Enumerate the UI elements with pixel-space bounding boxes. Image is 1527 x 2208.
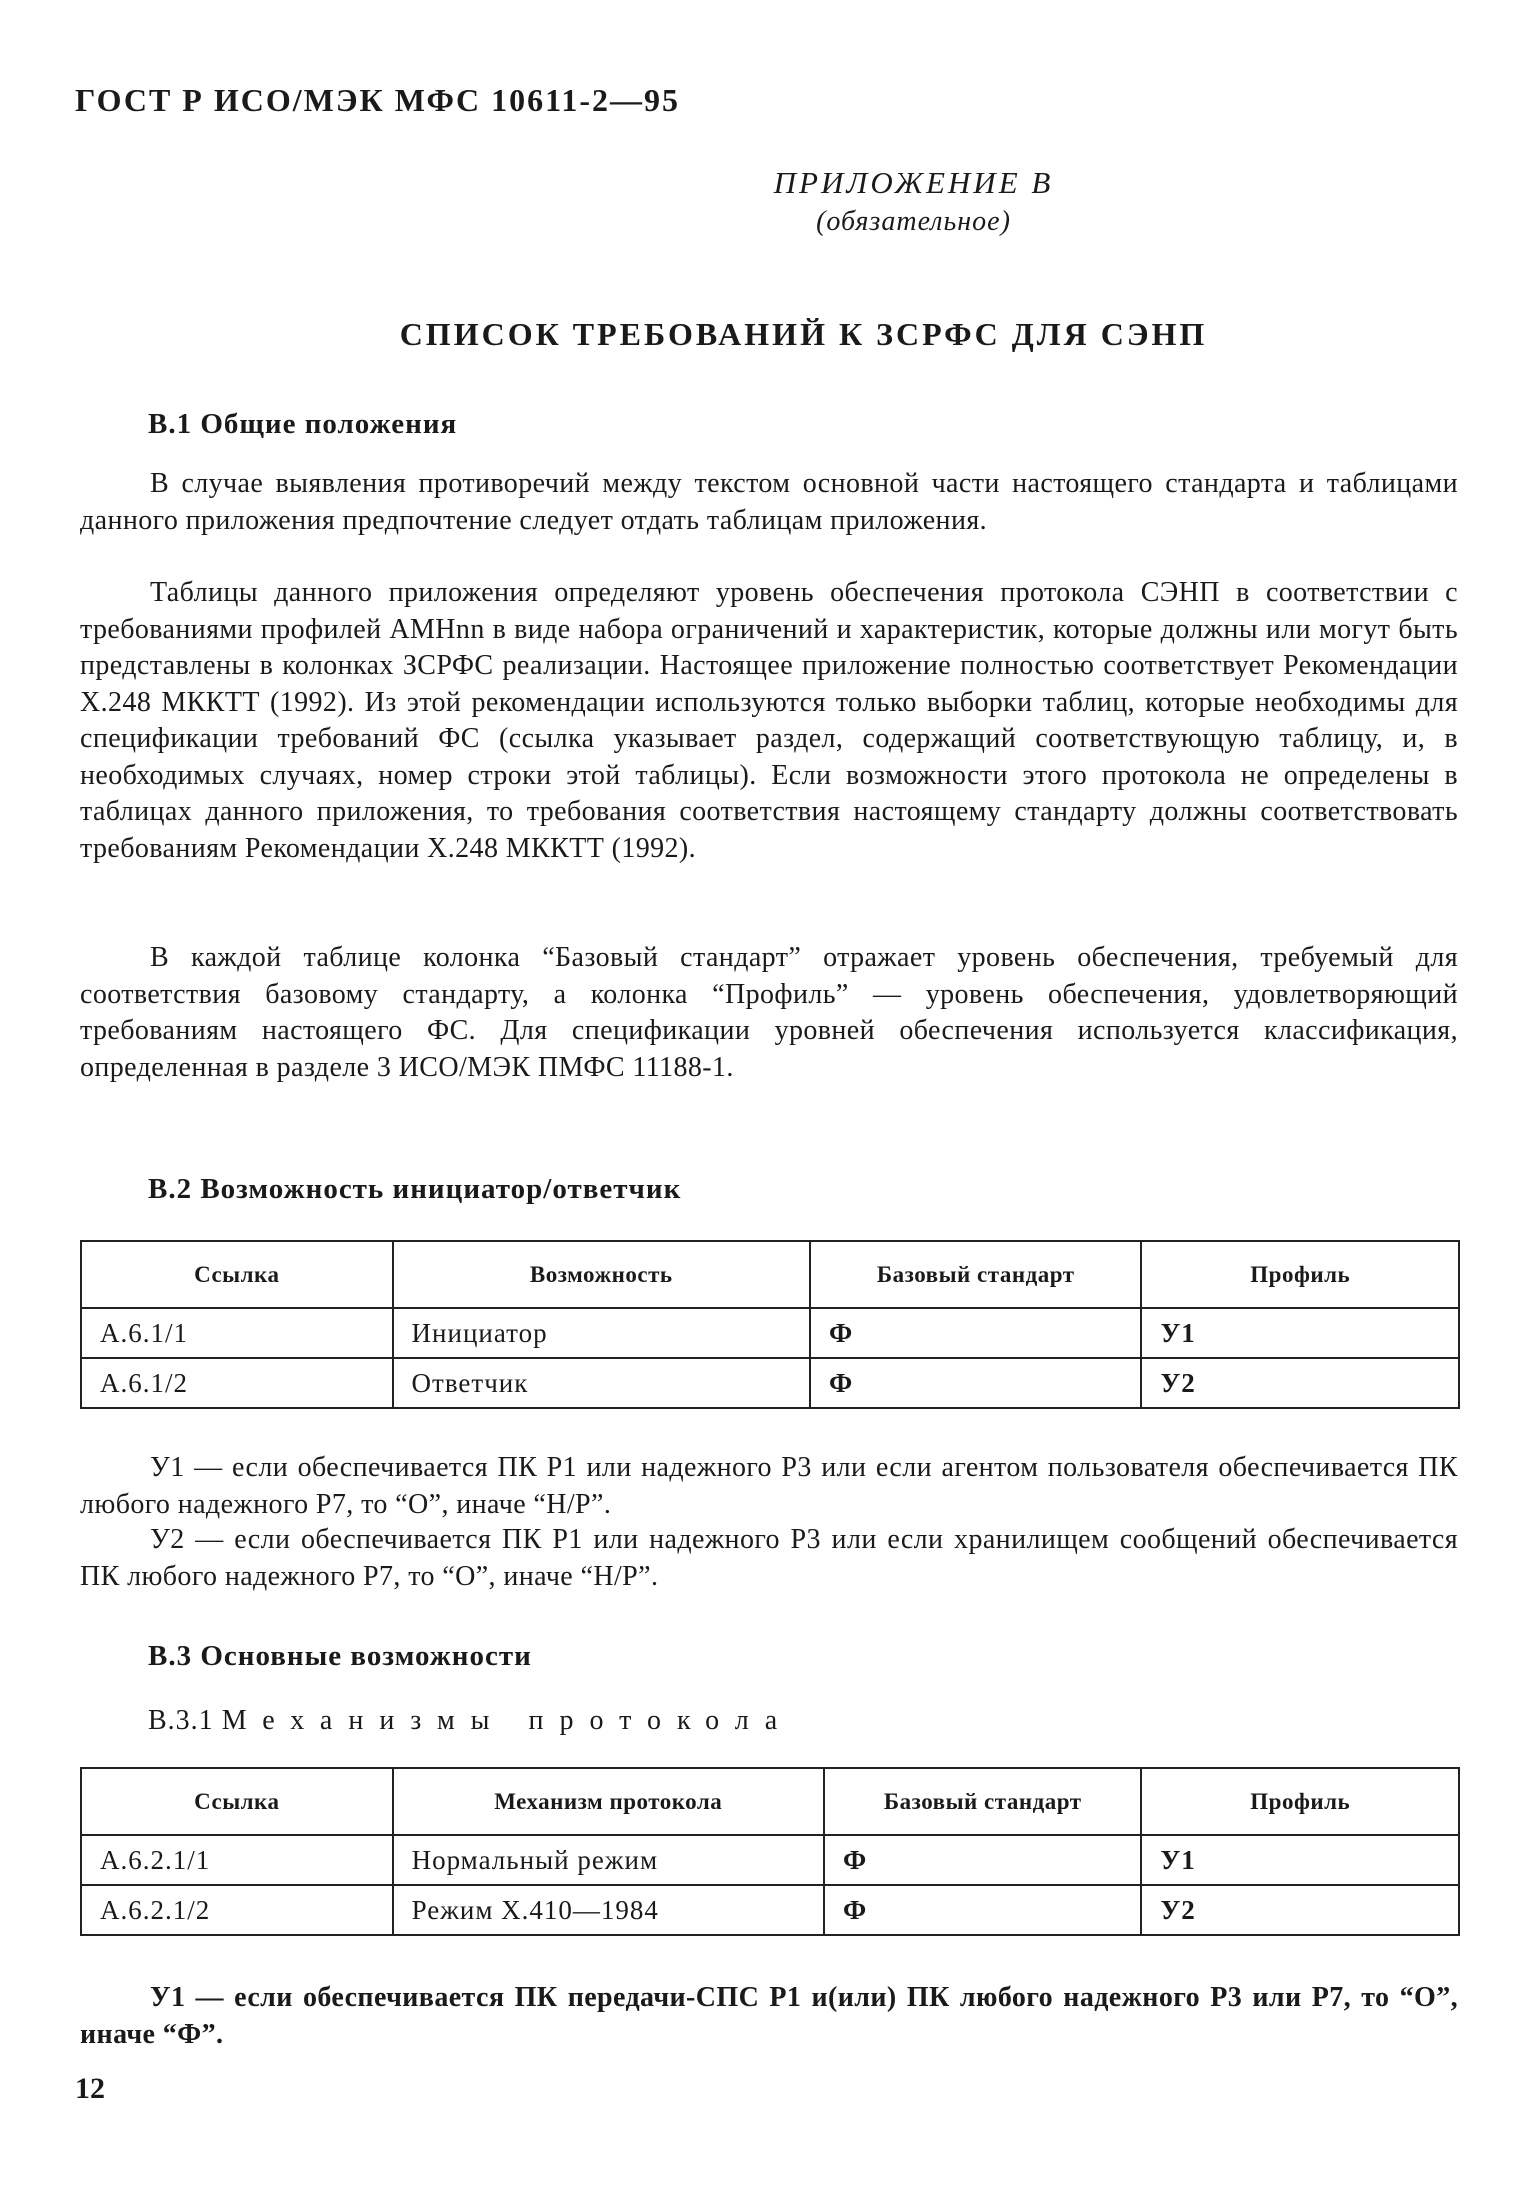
table-protocol-mechanisms: [80, 1767, 1460, 1936]
note-b2-u1: У1 — если обеспечивается ПК Р1 или надежного Р3 или если агентом пользователя обеспечивается ПК любого надежного Р7, то “О”, иначе “Н/Р”.: [80, 1452, 1458, 1520]
cell-capability: Ответчик: [393, 1358, 810, 1408]
section-heading-b2: В.2 Возможность инициатор/ответчик: [148, 1173, 682, 1205]
note-b3-u1: У1 — если обеспечивается ПК передачи-СПС Р1 и(или) ПК любого надежного Р3 или Р7, то “О”, иначе “Ф”.: [80, 1982, 1458, 2050]
paragraph-b1-2: Таблицы данного приложения определяют уровень обеспечения протокола СЭНП в соответствии с требованиями профилей AMHnn в виде набора ограничений и характеристик, которые должны или могут быть представлены в колонках ЗСРФС реализации. Настоящее приложение полностью соответствует Рекомендации X.248 МККТТ (1992). Из этой рекомендации используются только выборки таблиц, которые необходимы для спецификации требований ФС (ссылка указывает раздел, содержащий соответствующую таблицу, и, в необходимых случаях, номер строки этой таблицы). Если возможности этого протокола не определены в таблицах данного приложения, то требования соответствия настоящему стандарту должны соответствовать требованиям Рекомендации X.248 МККТТ (1992).: [80, 577, 1458, 864]
cell-mechanism: Нормальный режим: [393, 1835, 824, 1885]
cell-base-standard: Ф: [810, 1358, 1141, 1408]
table-header-row: [81, 1768, 1459, 1835]
cell-reference: A.6.1/2: [81, 1358, 393, 1408]
section-heading-b3: В.3 Основные возможности: [148, 1640, 532, 1672]
cell-base-standard: Ф: [824, 1835, 1141, 1885]
column-header-reference: Ссылка: [81, 1241, 393, 1308]
appendix-title: ПРИЛОЖЕНИЕ В: [773, 165, 1054, 200]
cell-reference: A.6.2.1/2: [81, 1885, 393, 1935]
document-code-header: ГОСТ Р ИСО/МЭК МФС 10611-2—95: [75, 82, 680, 118]
table-row: [81, 1358, 1459, 1408]
column-header-base-standard: Базовый стандарт: [824, 1768, 1141, 1835]
table-initiator-responder: [80, 1240, 1460, 1409]
cell-profile: У1: [1141, 1308, 1459, 1358]
cell-capability: Инициатор: [393, 1308, 810, 1358]
column-header-reference: Ссылка: [81, 1768, 393, 1835]
section-heading-b1: В.1 Общие положения: [148, 408, 458, 440]
cell-profile: У1: [1141, 1835, 1459, 1885]
subsection-title: Механизмы протокола: [221, 1705, 794, 1736]
cell-mechanism: Режим X.410—1984: [393, 1885, 824, 1935]
column-header-capability: Возможность: [393, 1241, 810, 1308]
paragraph-b1-3: В каждой таблице колонка “Базовый стандарт” отражает уровень обеспечения, требуемый для соответствия базовому стандарту, а колонка “Профиль” — уровень обеспечения, удовлетворяющий требованиям настоящего ФС. Для спецификации уровней обеспечения используется классификация, определенная в разделе 3 ИСО/МЭК ПМФС 11188-1.: [80, 942, 1458, 1083]
appendix-note: (обязательное): [816, 206, 1011, 237]
cell-base-standard: Ф: [810, 1308, 1141, 1358]
column-header-profile: Профиль: [1141, 1241, 1459, 1308]
table-row: [81, 1885, 1459, 1935]
column-header-profile: Профиль: [1141, 1768, 1459, 1835]
cell-base-standard: Ф: [824, 1885, 1141, 1935]
table-header-row: [81, 1241, 1459, 1308]
document-title: СПИСОК ТРЕБОВАНИЙ К ЗСРФС ДЛЯ СЭНП: [399, 316, 1208, 352]
paragraph-b1-1: В случае выявления противоречий между текстом основной части настоящего стандарта и таблицами данного приложения предпочтение следует отдать таблицам приложения.: [80, 468, 1458, 536]
subsection-number: В.3.1: [148, 1705, 214, 1736]
cell-profile: У2: [1141, 1885, 1459, 1935]
cell-profile: У2: [1141, 1358, 1459, 1408]
subsection-heading-b3-1: [148, 1705, 793, 1737]
column-header-mechanism: Механизм протокола: [393, 1768, 824, 1835]
cell-reference: A.6.1/1: [81, 1308, 393, 1358]
table-row: [81, 1835, 1459, 1885]
table-row: [81, 1308, 1459, 1358]
cell-reference: A.6.2.1/1: [81, 1835, 393, 1885]
page-number: 12: [75, 2072, 105, 2105]
note-b2-u2: У2 — если обеспечивается ПК Р1 или надежного Р3 или если хранилищем сообщений обеспечивается ПК любого надежного Р7, то “О”, иначе “Н/Р”.: [80, 1524, 1458, 1592]
column-header-base-standard: Базовый стандарт: [810, 1241, 1141, 1308]
